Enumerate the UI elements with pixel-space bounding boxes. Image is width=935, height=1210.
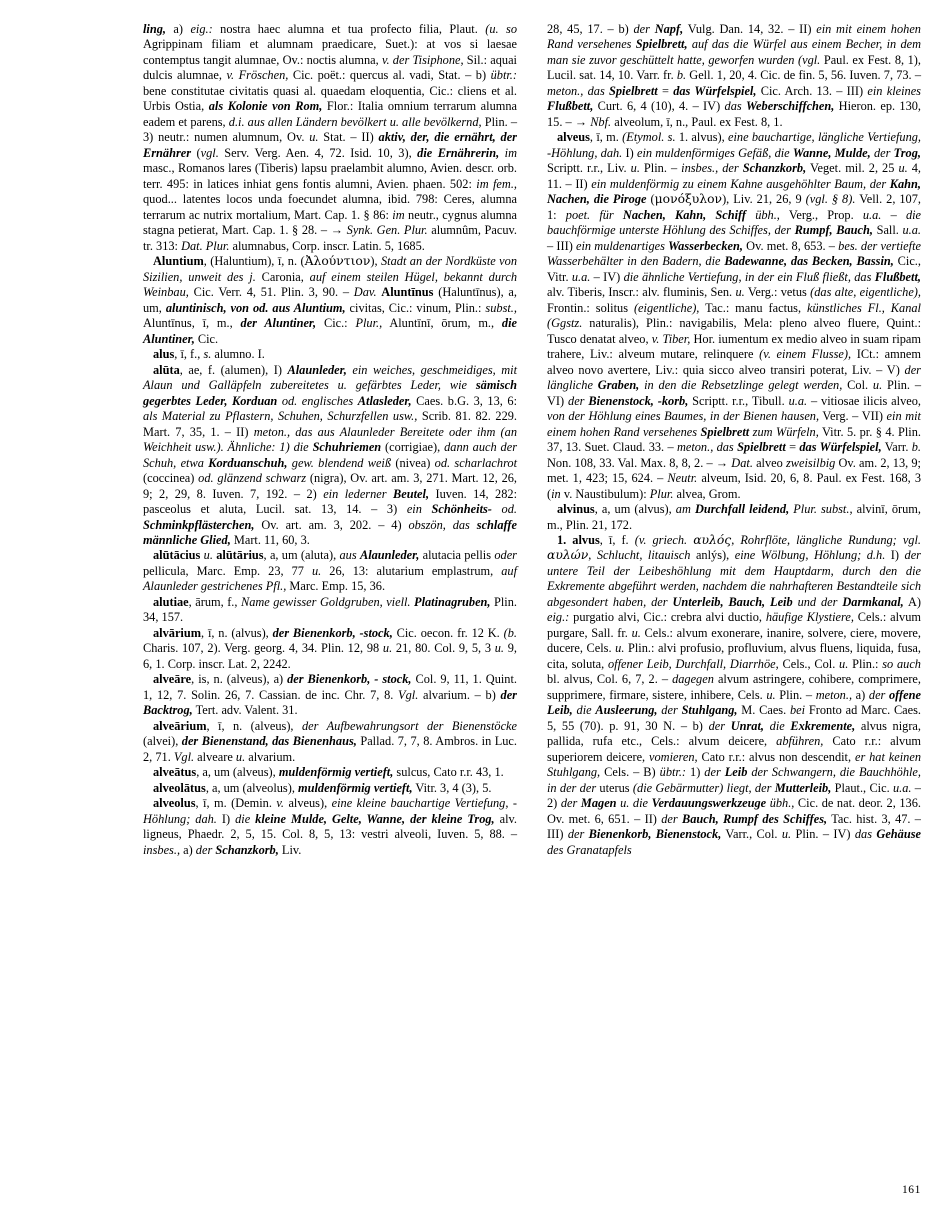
dictionary-entry: alvārium, ī, n. (alvus), der Bienenkorb, -stock, Cic. oecon. fr. 12 K. (b. Charis. 107, 2). Verg. georg. 4, 34. Plin. 12, 98 u. 21, 80. Col. 9, 5, 3 u. 9, 6, 1. Corp. inscr. Lat. 2, 2242. (143, 625, 518, 671)
dictionary-entry: alveolus, ī, m. (Demin. v. alveus), eine kleine bauchartige Vertiefung, -Höhlung; dah. I) die kleine Mulde, Gelte, Wanne, der kleine Trog, alv. ligneus, Phaedr. 2, 5, 15. Col. 8, 5, 13: vestri alveoli, Iuven. 5, 88. – insbes., a) der Schanzkorb, Liv. (143, 796, 517, 857)
dictionary-entry: ling, a) eig.: nostra haec alumna et tua profecto filia, Plaut. (u. so Agrippinam filiam et alumnam praedicare, Suet.): at vos si laesae contemptus tangit alumnae, Ov.: noctis alumna, v. der Tisiphone, Sil.: aquai dulcis alumnae, v. Fröschen, Cic. poët.: quercus al. vadi, Stat. – b) übtr.: bene constitutae civitatis quasi al. quaedam eloquentia, Cic.: cliens et al. Urbis Ostia, als Kolonie von Rom, Flor.: Italia omnium terrarum alumna eadem et parens, d.i. aus allen Ländern bevölkert u. alle bevölkernd, Plin. – 3) neutr.: numen alumnum, Ov. u. Stat. – II) aktiv, der, die ernährt, der Ernährer (vgl. Serv. Verg. Aen. 4, 72. Isid. 10, 3), die Ernährerin, im masc., Romanos lares (Tiberis) lapsu praelambit alumno, Avien. descr. orb. terr. 495: in latices inhiat gens fontis alumni, Avien. phaen. 502: im fem., quod... latentes locos unda foecundet alumna, ibid. 798: Ceres, alumna terrarum ac nutrix mortalium, Mart. Cap. 1. § 86: im neutr., cygnus alumna stagna petierat, Mart. Cap. 1. § 28. – → Synk. Gen. Plur. alumnûm, Pacuv. tr. 313: Dat. Plur. alumnabus, Corp. inscr. Latin. 5, 1685. (143, 22, 517, 253)
dictionary-entry: alveārium, ī, n. (alveus), der Aufbewahrungsort der Bienenstöcke (alvei), der Bienenstand, das Bienenhaus, Pallad. 7, 7, 8. Ambros. in Luc. 2, 71. Vgl. alveare u. alvarium. (143, 718, 517, 764)
dictionary-entry: alveolātus, a, um (alveolus), muldenförmig vertieft, Vitr. 3, 4 (3), 5. (153, 780, 492, 795)
dictionary-entry: 1. alvus, ī, f. (v. griech. αυλός, Rohrflöte, längliche Rundung; vgl. αυλών, Schlucht, litauisch anlýs), eine Wölbung, Höhlung; d.h. I) der untere Teil der Leibeshöhlung mit dem Hauptdarm, durch den die Exkremente abgeführt werden, nachdem die nahrhafteren Bestandteile sich abgesondert haben, der Unterleib, Bauch, Leib und der Darmkanal, A) eig.: purgatio alvi, Cic.: crebra alvi ductio, häufige Klystiere, Cels.: alvum purgare, Sall. fr. u. Cels.: alvum exonerare, inanire, solvere, ciere, movere, ducere, Cels. u. Plin.: alvi profusio, profluvium, alvus fluens, liquida, fusa, cita, soluta, offener Leib, Durchfall, Diarrhöe, Cels., Col. u. Plin.: so auch bl. alvus, Col. 6, 7, 2. – dagegen alvum astringere, cohibere, comprimere, supprimere, firmare, sistere, inhibere, Cels. u. Plin. – meton., a) der offene Leib, die Ausleerung, der Stuhlgang, M. Caes. bei Fronto ad Marc. Caes. 5, 55 (70). p. 91, 30 N. – b) der Unrat, die Exkremente, alvus nigra, pallida, rufa etc., Cels.: alvum deicere, abführen, Cato r.r.: alvum superiorem deicere, vomieren, Cato r.r.: alvus non descendit, er hat keinen Stuhlgang, Cels. – B) übtr.: 1) der Leib der Schwangern, die Bauchhöhle, in der der uterus (die Gebärmutter) liegt, der Mutterleib, Plaut., Cic. u.a. – 2) der Magen u. die Verdauungswerkzeuge übh., Cic. de nat. deor. 2, 136. Ov. met. 6, 651. – II) der Bauch, Rumpf des Schiffes, Tac. hist. 3, 47. – III) der Bienenkorb, Bienenstock, Varr., Col. u. Plin. – IV) das Gehäuse des Granatapfels (547, 532, 922, 857)
dictionary-entry: alutiae, ārum, f., Name gewisser Goldgruben, viell. Platinagruben, Plin. 34, 157. (143, 594, 517, 625)
page-number: 161 (901, 1184, 921, 1196)
dictionary-entry: 28, 45, 17. – b) der Napf, Vulg. Dan. 14, 32. – II) ein mit einem hohen Rand versehenes Spielbrett, auf das die Würfel aus einem Becher, in dem man sie zuvor geschüttelt hatte, geworfen wurden (vgl. Paul. ex Fest. 8, 1), Lucil. sat. 14, 10. Varr. fr. b. Gell. 1, 20, 4. Cic. de fin. 5, 56. Iuven. 7, 73. – meton., das Spielbrett = das Würfelspiel, Cic. Arch. 13. – III) ein kleines Flußbett, Curt. 6, 4 (10), 4. – IV) das Weberschiffchen, Hieron. ep. 130, 15. – → Nbf. alveolum, ī, n., Paul. ex Fest. 8, 1. (547, 22, 922, 129)
dictionary-entry: alus, ī, f., s. alumno. I. (153, 347, 265, 362)
right-column (547, 22, 921, 1167)
dictionary-entry: Aluntium, (Haluntium), ī, n. (Ἀλούντιον), Stadt an der Nordküste von Sizilien, unweit des j. Caronia, auf einem steilen Hügel, bekannt durch Weinbau, Cic. Verr. 4, 51. Plin. 3, 90. – Dav. Aluntīnus (Haluntīnus), a, um, aluntinisch, von od. aus Aluntium, civitas, Cic.: vinum, Plin.: subst., Aluntīnus, ī, m., der Aluntiner, Cic.: Plur., Aluntīnī, ōrum, m., die Aluntiner, Cic. (143, 254, 518, 346)
dictionary-entry: alūtācius u. alūtārius, a, um (aluta), aus Alaunleder, alutacia pellis oder pellicula, Marc. Emp. 23, 77 u. 26, 13: alutarium emplastrum, auf Alaunleder gestrichenes Pfl., Marc. Emp. 15, 36. (143, 548, 517, 594)
dictionary-entry: alvinus, a, um (alvus), am Durchfall leidend, Plur. subst., alvinī, ōrum, m., Plin. 21, 172. (547, 502, 921, 532)
left-column (143, 22, 517, 1167)
dictionary-entry: alūta, ae, f. (alumen), I) Alaunleder, ein weiches, geschmeidiges, mit Alaun und Galläpfeln zubereitetes u. gefärbtes Leder, wie sämisch gegerbtes Leder, Korduan od. englisches Atlasleder, Caes. b.G. 3, 13, 6: als Material zu Pflastern, Schuhen, Schurzfellen usw., Scrib. 81. 82. 229. Mart. 7, 35, 1. – II) meton., das aus Alaunleder Bereitete oder ihm (an Weichheit usw.). Ähnliche: 1) die Schuhriemen (corrigiae), dann auch der Schuh, etwa Korduanschuh, gew. blendend weiß (nivea) od. scharlachrot (coccinea) od. glänzend schwarz (nigra), Ov. art. am. 3, 271. Mart. 12, 26, 9; 2, 29, 8. Iuven. 7, 192. – 2) ein lederner Beutel, Iuven. 14, 282: pasceolus et aluta, Lucil. sat. 13, 14. – 3) ein Schönheits- od. Schminkpflästerchen, Ov. art. am. 3, 202. – 4) obszön, das schlaffe männliche Glied, Mart. 11, 60, 3. (143, 362, 518, 547)
text-columns (143, 22, 921, 1167)
dictionary-entry: alveāre, is, n. (alveus), a) der Bienenkorb, - stock, Col. 9, 11, 1. Quint. 1, 12, 7. Solin. 26, 7. Cassian. de inc. Chr. 7, 8. Vgl. alvarium. – b) der Backtrog, Tert. adv. Valent. 31. (143, 672, 517, 718)
dictionary-entry: alveus, ī, m. (Etymol. s. 1. alvus), eine bauchartige, längliche Vertiefung, -Höhlung, dah. I) ein muldenförmiges Gefäß, die Wanne, Mulde, der Trog, Scriptt. r.r., Liv. u. Plin. – insbes., der Schanzkorb, Veget. mil. 2, 25 u. 4, 11. – II) ein muldenförmig zu einem Kahne ausgehöhlter Baum, der Kahn, Nachen, die Piroge (μονόξυλον), Liv. 21, 26, 9 (vgl. § 8). Vell. 2, 107, 1: poet. für Nachen, Kahn, Schiff übh., Verg., Prop. u.a. – die bauchförmige unterste Höhlung des Schiffes, der Rumpf, Bauch, Sall. u.a. – III) ein muldenartiges Wasserbecken, Ov. met. 8, 653. – bes. der vertiefte Wasserbehälter in den Badern, die Badewanne, das Becken, Bassin, Cic., Vitr. u.a. – IV) die ähnliche Vertiefung, in der ein Fluß fließt, das Flußbett, alv. Tiberis, Inscr.: alv. fluminis, Sen. u. Verg.: vetus (das alte, eigentliche), Frontin.: solitus (eigentliche), Tac.: manu factus, künstliches Fl., Kanal (Ggstz. naturalis), Plin.: navigabilis, Mela: pleno alveo fluere, Quint.: Tusco denatat alveo, v. Tiber, Hor. iumentum ex medio alveo in suam ripam trahere, Liv.: alveum mutare, relinquere (v. einem Flusse), ICt.: amnem alveo novo avertere, Liv.: quia sicco alveo transiri poterat, Liv. – V) der längliche Graben, in den die Rebsetzlinge gelegt werden, Col. u. Plin. – VI) der Bienenstock, -korb, Scriptt. r.r., Tibull. u.a. – vitiosae ilicis alveo, von der Höhlung eines Baumes, in der Bienen hausen, Verg. – VII) ein mit einem hohen Rand versehenes Spielbrett zum Würfeln, Vitr. 5. pr. § 4. Plin. 37, 13. Suet. Claud. 33. – meton., das Spielbrett = das Würfelspiel, Varr. b. Non. 108, 33. Val. Max. 8, 8, 2. – → Dat. alveo zweisilbig Ov. am. 2, 13, 9; met. 1, 423; 15, 624. – Neutr. alveum, Isid. 20, 6, 8. Paul. ex Fest. 168, 3 (in v. Naustibulum): Plur. alvea, Grom. (547, 130, 922, 501)
dictionary-entry: alveātus, a, um (alveus), muldenförmig vertieft, sulcus, Cato r.r. 43, 1. (153, 765, 504, 780)
